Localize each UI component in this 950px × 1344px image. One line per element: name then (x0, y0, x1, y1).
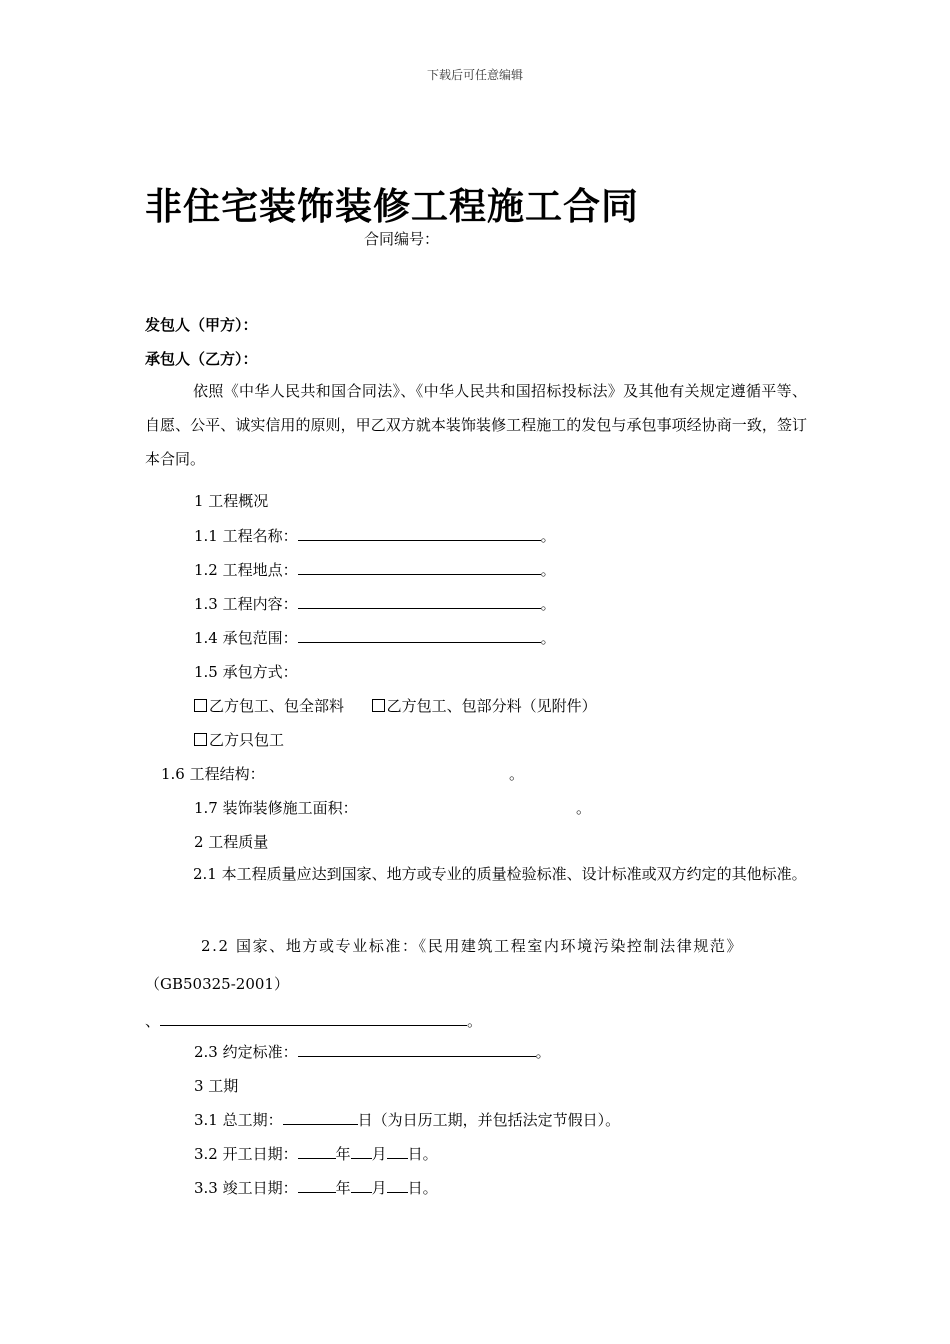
area-label: 1.7 装饰装修施工面积： (194, 799, 358, 817)
total-duration-label: 3.1 总工期： (194, 1111, 283, 1129)
checkbox-partial-materials[interactable] (372, 699, 385, 712)
project-content-label: 1.3 工程内容： (194, 595, 298, 613)
agreed-standard-field[interactable] (298, 1042, 536, 1057)
party-b-label: 承包人（乙方）： (145, 350, 258, 368)
contract-method-label: 1.5 承包方式： (194, 663, 298, 681)
option-labor-only-label: 乙方只包工 (209, 731, 285, 749)
document-title: 非住宅装饰装修工程施工合同 (145, 185, 639, 228)
period: 。 (540, 595, 556, 613)
month-label: 月 (371, 1145, 387, 1163)
project-name-label: 1.1 工程名称： (194, 527, 298, 545)
completion-year-field[interactable] (298, 1178, 336, 1193)
completion-date-line (194, 1177, 438, 1198)
contract-scope-label: 1.4 承包范围： (194, 629, 298, 647)
contract-scope-field[interactable] (298, 628, 541, 643)
period: 。 (509, 765, 525, 783)
section-2-heading: 2 工程质量 (194, 833, 269, 851)
standard-code: （GB50325-2001） (145, 975, 289, 993)
period: 。 (535, 1043, 551, 1061)
completion-date-label: 3.3 竣工日期： (194, 1179, 298, 1197)
project-name-line (194, 525, 556, 546)
party-a-label: 发包人（甲方）： (145, 316, 258, 334)
agreed-standard-line (194, 1041, 551, 1062)
section-3-heading: 3 工期 (194, 1077, 239, 1095)
structure-label: 1.6 工程结构： (161, 765, 265, 783)
contract-scope-line (194, 627, 556, 648)
checkbox-full-materials[interactable] (194, 699, 207, 712)
start-year-field[interactable] (298, 1144, 336, 1159)
checkbox-labor-only[interactable] (194, 733, 207, 746)
quality-standard-paragraph: 2.1 本工程质量应达到国家、地方或专业的质量检验标准、设计标准或双方约定的其他标准。 (193, 865, 807, 883)
option-partial-materials-label: 乙方包工、包部分料（见附件） (386, 697, 597, 715)
project-content-line (194, 593, 556, 614)
method-option-labor-row (194, 729, 284, 750)
year-label: 年 (335, 1145, 351, 1163)
period: 。 (540, 561, 556, 579)
completion-month-field[interactable] (351, 1178, 372, 1193)
project-name-field[interactable] (298, 526, 541, 541)
project-location-line (194, 559, 556, 580)
start-date-line (194, 1143, 438, 1164)
section-1-heading: 1 工程概况 (194, 492, 269, 510)
start-date-label: 3.2 开工日期： (194, 1145, 298, 1163)
national-standard-line: 2.2 国家、地方或专业标准：《民用建筑工程室内环境污染控制法律规范》 (201, 937, 744, 955)
total-duration-note: 日（为日历工期，并包括法定节假日）。 (357, 1111, 621, 1129)
start-day-field[interactable] (387, 1144, 408, 1159)
header-note: 下载后可任意编辑 (426, 68, 523, 82)
period: 。 (467, 1012, 483, 1030)
completion-day-field[interactable] (387, 1178, 408, 1193)
method-options-row (194, 695, 597, 716)
period: 。 (540, 629, 556, 647)
intro-paragraph: 依照《中华人民共和国合同法》、《中华人民共和国招标投标法》及其他有关规定遵循平等、自愿、公平、诚实信用的原则，甲乙双方就本装饰装修工程施工的发包与承包事项经协商一致，签订本合同。 (145, 382, 807, 468)
year-label: 年 (335, 1179, 351, 1197)
start-month-field[interactable] (351, 1144, 372, 1159)
period: 。 (540, 527, 556, 545)
other-standard-line (145, 1010, 482, 1031)
project-location-label: 1.2 工程地点： (194, 561, 298, 579)
project-content-field[interactable] (298, 594, 541, 609)
total-duration-line (194, 1109, 620, 1130)
month-label: 月 (371, 1179, 387, 1197)
other-standard-field[interactable] (160, 1011, 467, 1026)
contract-number-label: 合同编号： (364, 230, 440, 248)
total-duration-field[interactable] (283, 1110, 358, 1125)
enum-comma: 、 (145, 1012, 161, 1030)
day-label: 日。 (407, 1145, 438, 1163)
agreed-standard-label: 2.3 约定标准： (194, 1043, 298, 1061)
project-location-field[interactable] (298, 560, 541, 575)
period: 。 (576, 799, 592, 817)
option-full-materials-label: 乙方包工、包全部料 (209, 697, 345, 715)
day-label: 日。 (407, 1179, 438, 1197)
